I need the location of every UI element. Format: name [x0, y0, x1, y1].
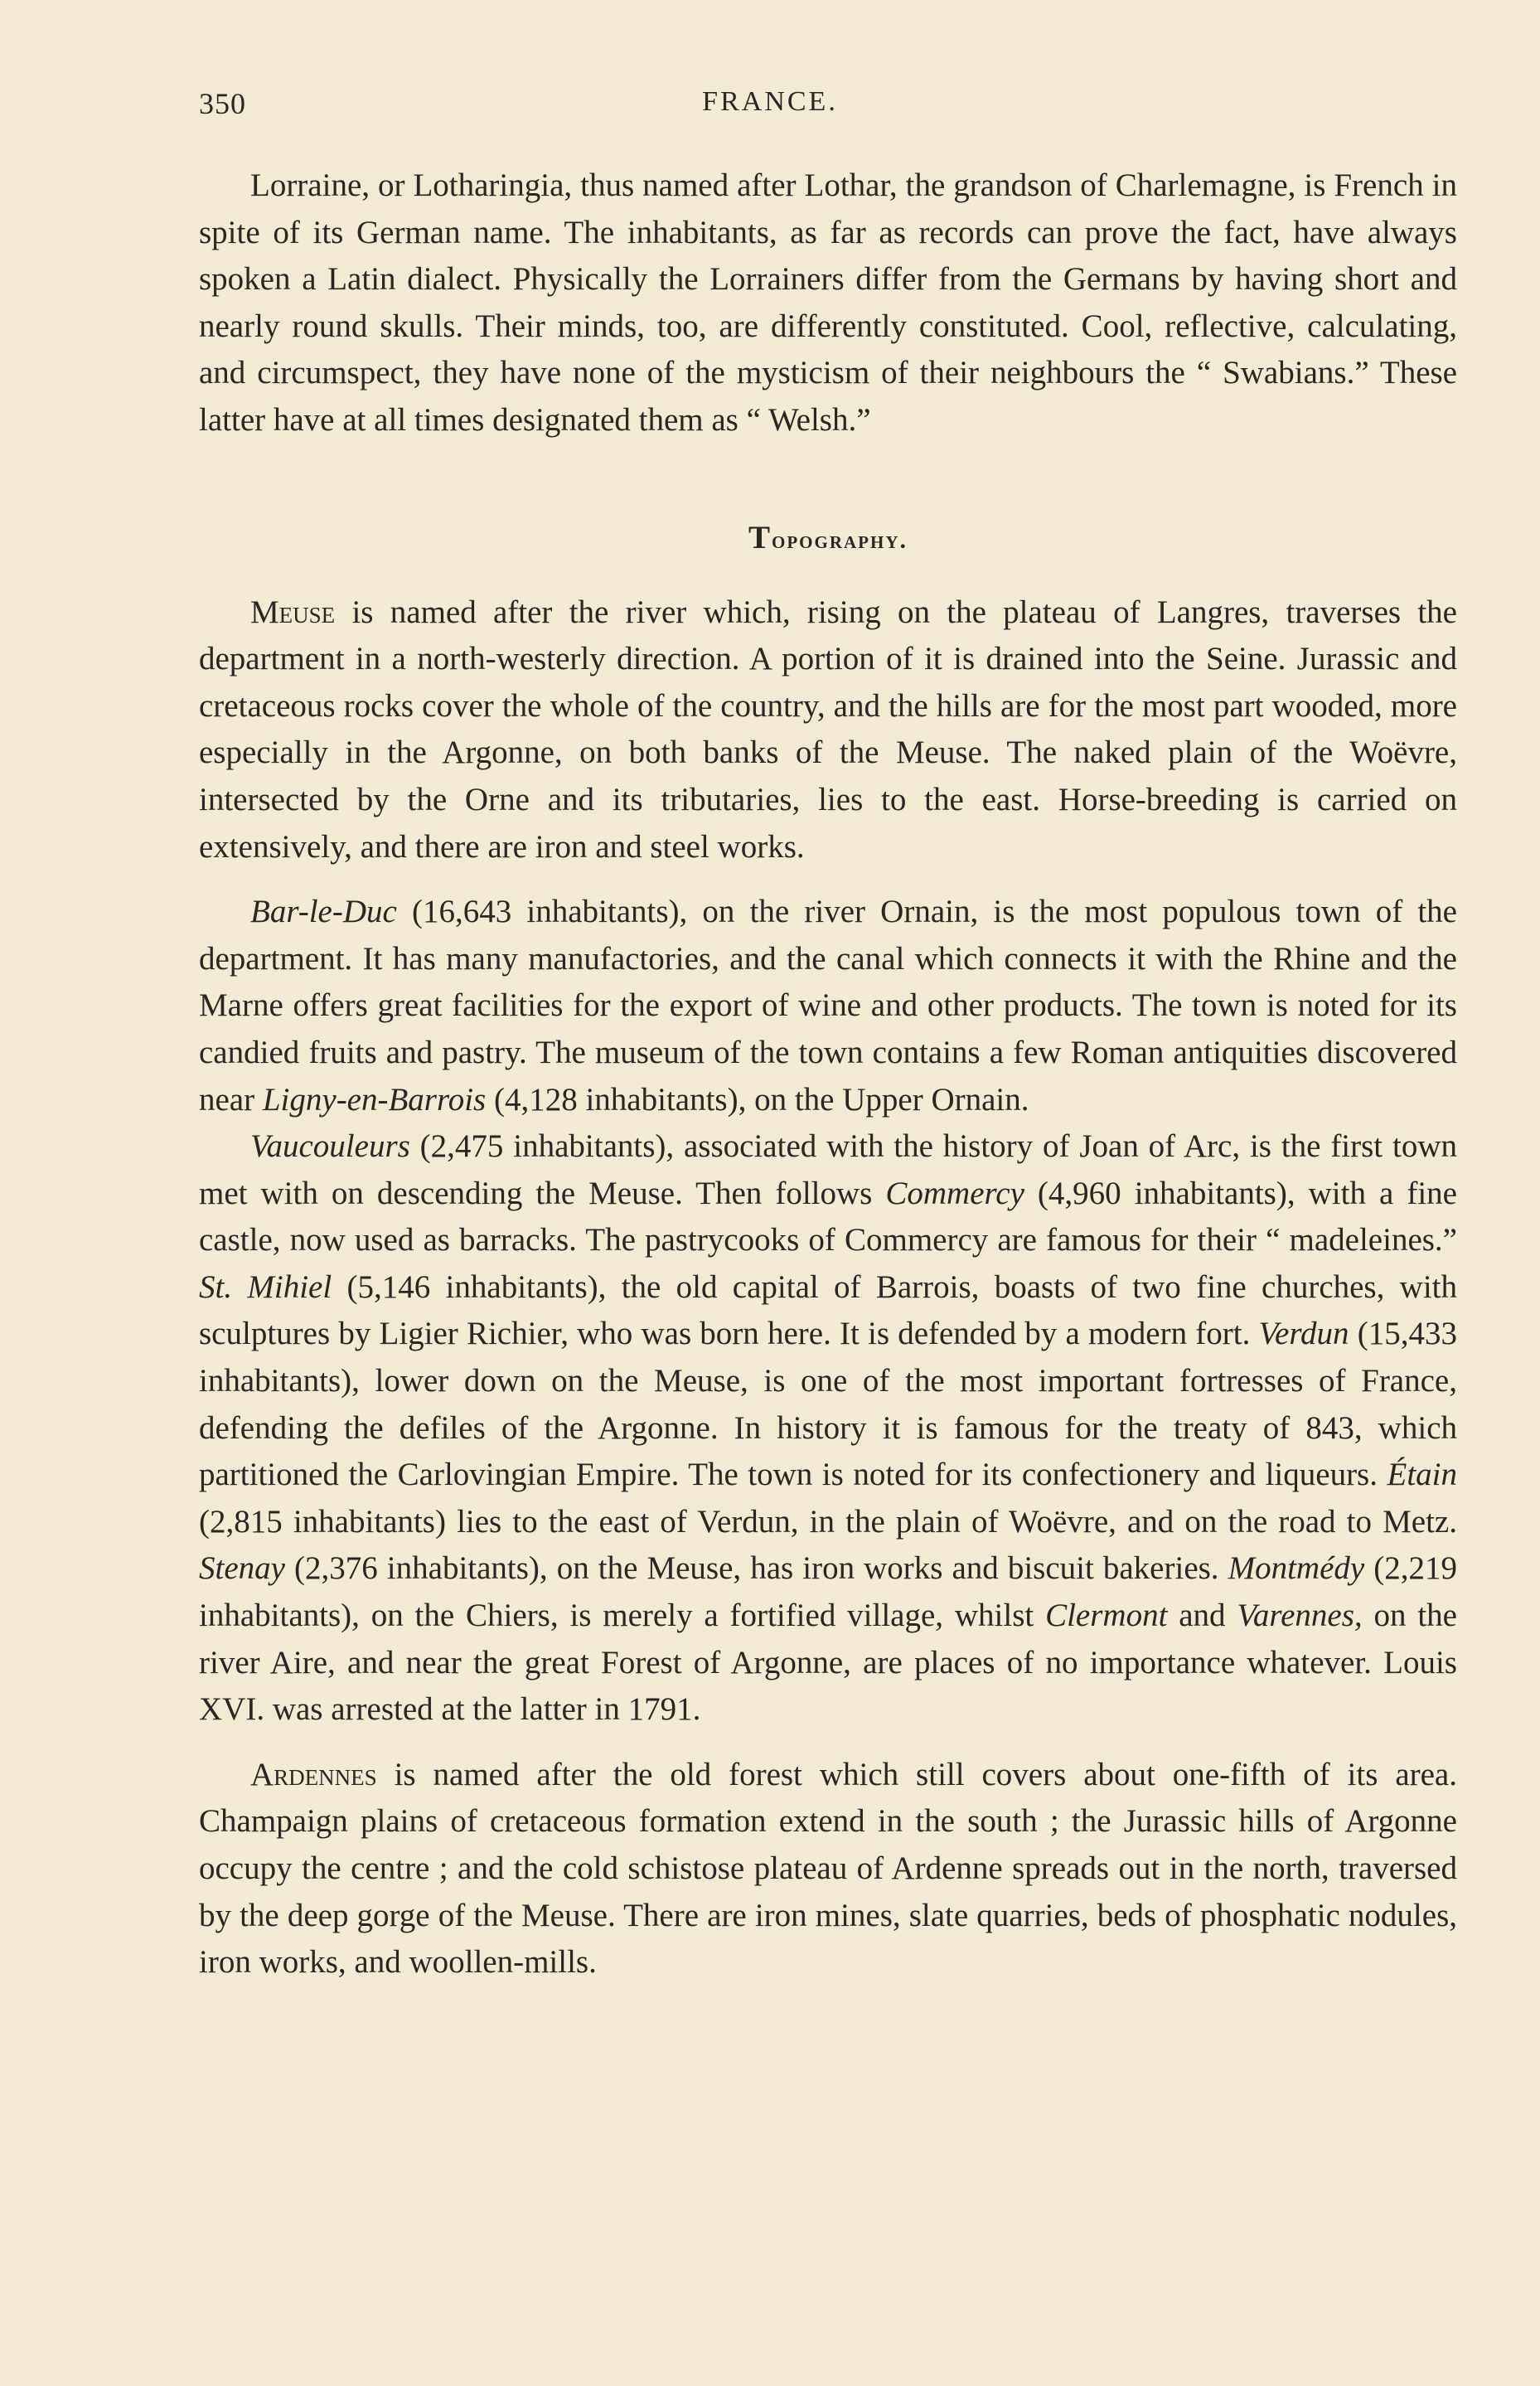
text-run: (4,128 inhabitants), on the Upper Ornain.	[486, 1081, 1029, 1118]
town-montmedy: Montmédy	[1228, 1550, 1365, 1587]
running-title: FRANCE.	[702, 86, 838, 117]
text-run: (2,475 inhabitants), associated with the history of Joan of Arc, is the first town met with on descending the Meuse. Then follows	[199, 1128, 1457, 1211]
town-verdun: Verdun	[1258, 1316, 1349, 1352]
text-run: (2,815 inhabitants) lies to the east of Verdun, in the plain of Woëvre, and on the road to Metz.	[199, 1503, 1457, 1540]
paragraph-bar-le-duc	[199, 889, 1457, 1123]
section-heading-topography	[199, 521, 1457, 557]
text-run: (2,219 inhabitants), on the Chiers, is merely a fortified village, whilst	[199, 1550, 1457, 1634]
paragraph-meuse	[199, 589, 1457, 871]
text-run: (5,146 inhabitants), the old capital of Barrois, boasts of two fine churches, with sculptures by Ligier Richier, who was born here. It is defended by a modern fort.	[199, 1268, 1457, 1352]
text-run: and	[1167, 1598, 1237, 1634]
heading-rest: opography.	[772, 526, 908, 554]
town-stenay: Stenay	[199, 1550, 285, 1587]
lead-word-meuse: Meuse	[250, 594, 336, 630]
paragraph-vaucouleurs	[199, 1123, 1457, 1734]
paragraph-lorraine	[199, 162, 1457, 444]
page-number: 350	[199, 87, 246, 120]
town-vaucouleurs: Vaucouleurs	[250, 1128, 410, 1165]
town-etain: Étain	[1387, 1457, 1457, 1493]
lead-word-ardennes: Ardennes	[250, 1756, 377, 1792]
text-run: (16,643 inhabitants), on the river Ornain, is the most populous town of the department. It has many manufactories, and the canal which connects it with the Rhine and the Marne offers great facilities for the export of wine and other products. The town is noted for its candied fruits and pastry. The museum of the town contains a few Roman antiquities discovered near	[199, 894, 1457, 1118]
paragraph-ardennes-text: is named after the old forest which still covers about one-fifth of its area. Champaign plains of cretaceous formation extend in the south ; the Jurassic hills of Argonne occupy the centre ; and the cold schistose plateau of Ardenne spreads out in the north, traversed by the deep gorge of the Meuse. There are iron mines, slate quarries, beds of phosphatic nodules, iron works, and woollen-mills.	[199, 1756, 1457, 1981]
paragraph-lorraine-text: Lorraine, or Lotharingia, thus named after Lothar, the grandson of Charlemagne, is French in spite of its German name. The inhabitants, as far as records can prove the fact, have always spoken a Latin dialect. Physically the Lorrainers differ from the Germans by having short and nearly round skulls. Their minds, too, are differently constituted. Cool, reflective, calculating, and circumspect, they have none of the mysticism of their neighbours the “ Swabians.” These latter have at all times designated them as “ Welsh.”	[199, 167, 1457, 438]
text-run: (15,433 inhabitants), lower down on the Meuse, is one of the most important fortresses of France, defending the defiles of the Argonne. In history it is famous for the treaty of 843, which partitioned the Carlovingian Empire. The town is noted for its confectionery and liqueurs.	[199, 1316, 1457, 1493]
heading-initial: T	[748, 519, 772, 555]
text-run: (4,960 inhabitants), with a fine castle, now used as barracks. The pastrycooks of Commercy are famous for their “ madeleines.”	[199, 1175, 1457, 1258]
town-ligny-en-barrois: Ligny-en-Barrois	[262, 1081, 487, 1118]
town-st-mihiel: St. Mihiel	[199, 1268, 332, 1305]
town-varennes: Varennes,	[1237, 1598, 1363, 1634]
paragraph-ardennes	[199, 1752, 1457, 1986]
text-run: on the river Aire, and near the great Forest of Argonne, are places of no importance whatever. Louis XVI. was arrested at the latter in 1791.	[199, 1598, 1457, 1728]
town-clermont: Clermont	[1045, 1598, 1168, 1634]
town-bar-le-duc: Bar-le-Duc	[250, 894, 397, 930]
body-text	[199, 162, 1457, 1986]
town-commercy: Commercy	[885, 1175, 1024, 1211]
text-run: (2,376 inhabitants), on the Meuse, has iron works and biscuit bakeries.	[284, 1550, 1228, 1587]
paragraph-meuse-text: is named after the river which, rising on the plateau of Langres, traverses the department in a north-westerly direction. A portion of it is drained into the Seine. Jurassic and cretaceous rocks cover the whole of the country, and the hills are for the most part wooded, more especially in the Argonne, on both banks of the Meuse. The naked plain of the Woëvre, intersected by the Orne and its tributaries, lies to the east. Horse-breeding is carried on extensively, and there are iron and steel works.	[199, 594, 1457, 865]
